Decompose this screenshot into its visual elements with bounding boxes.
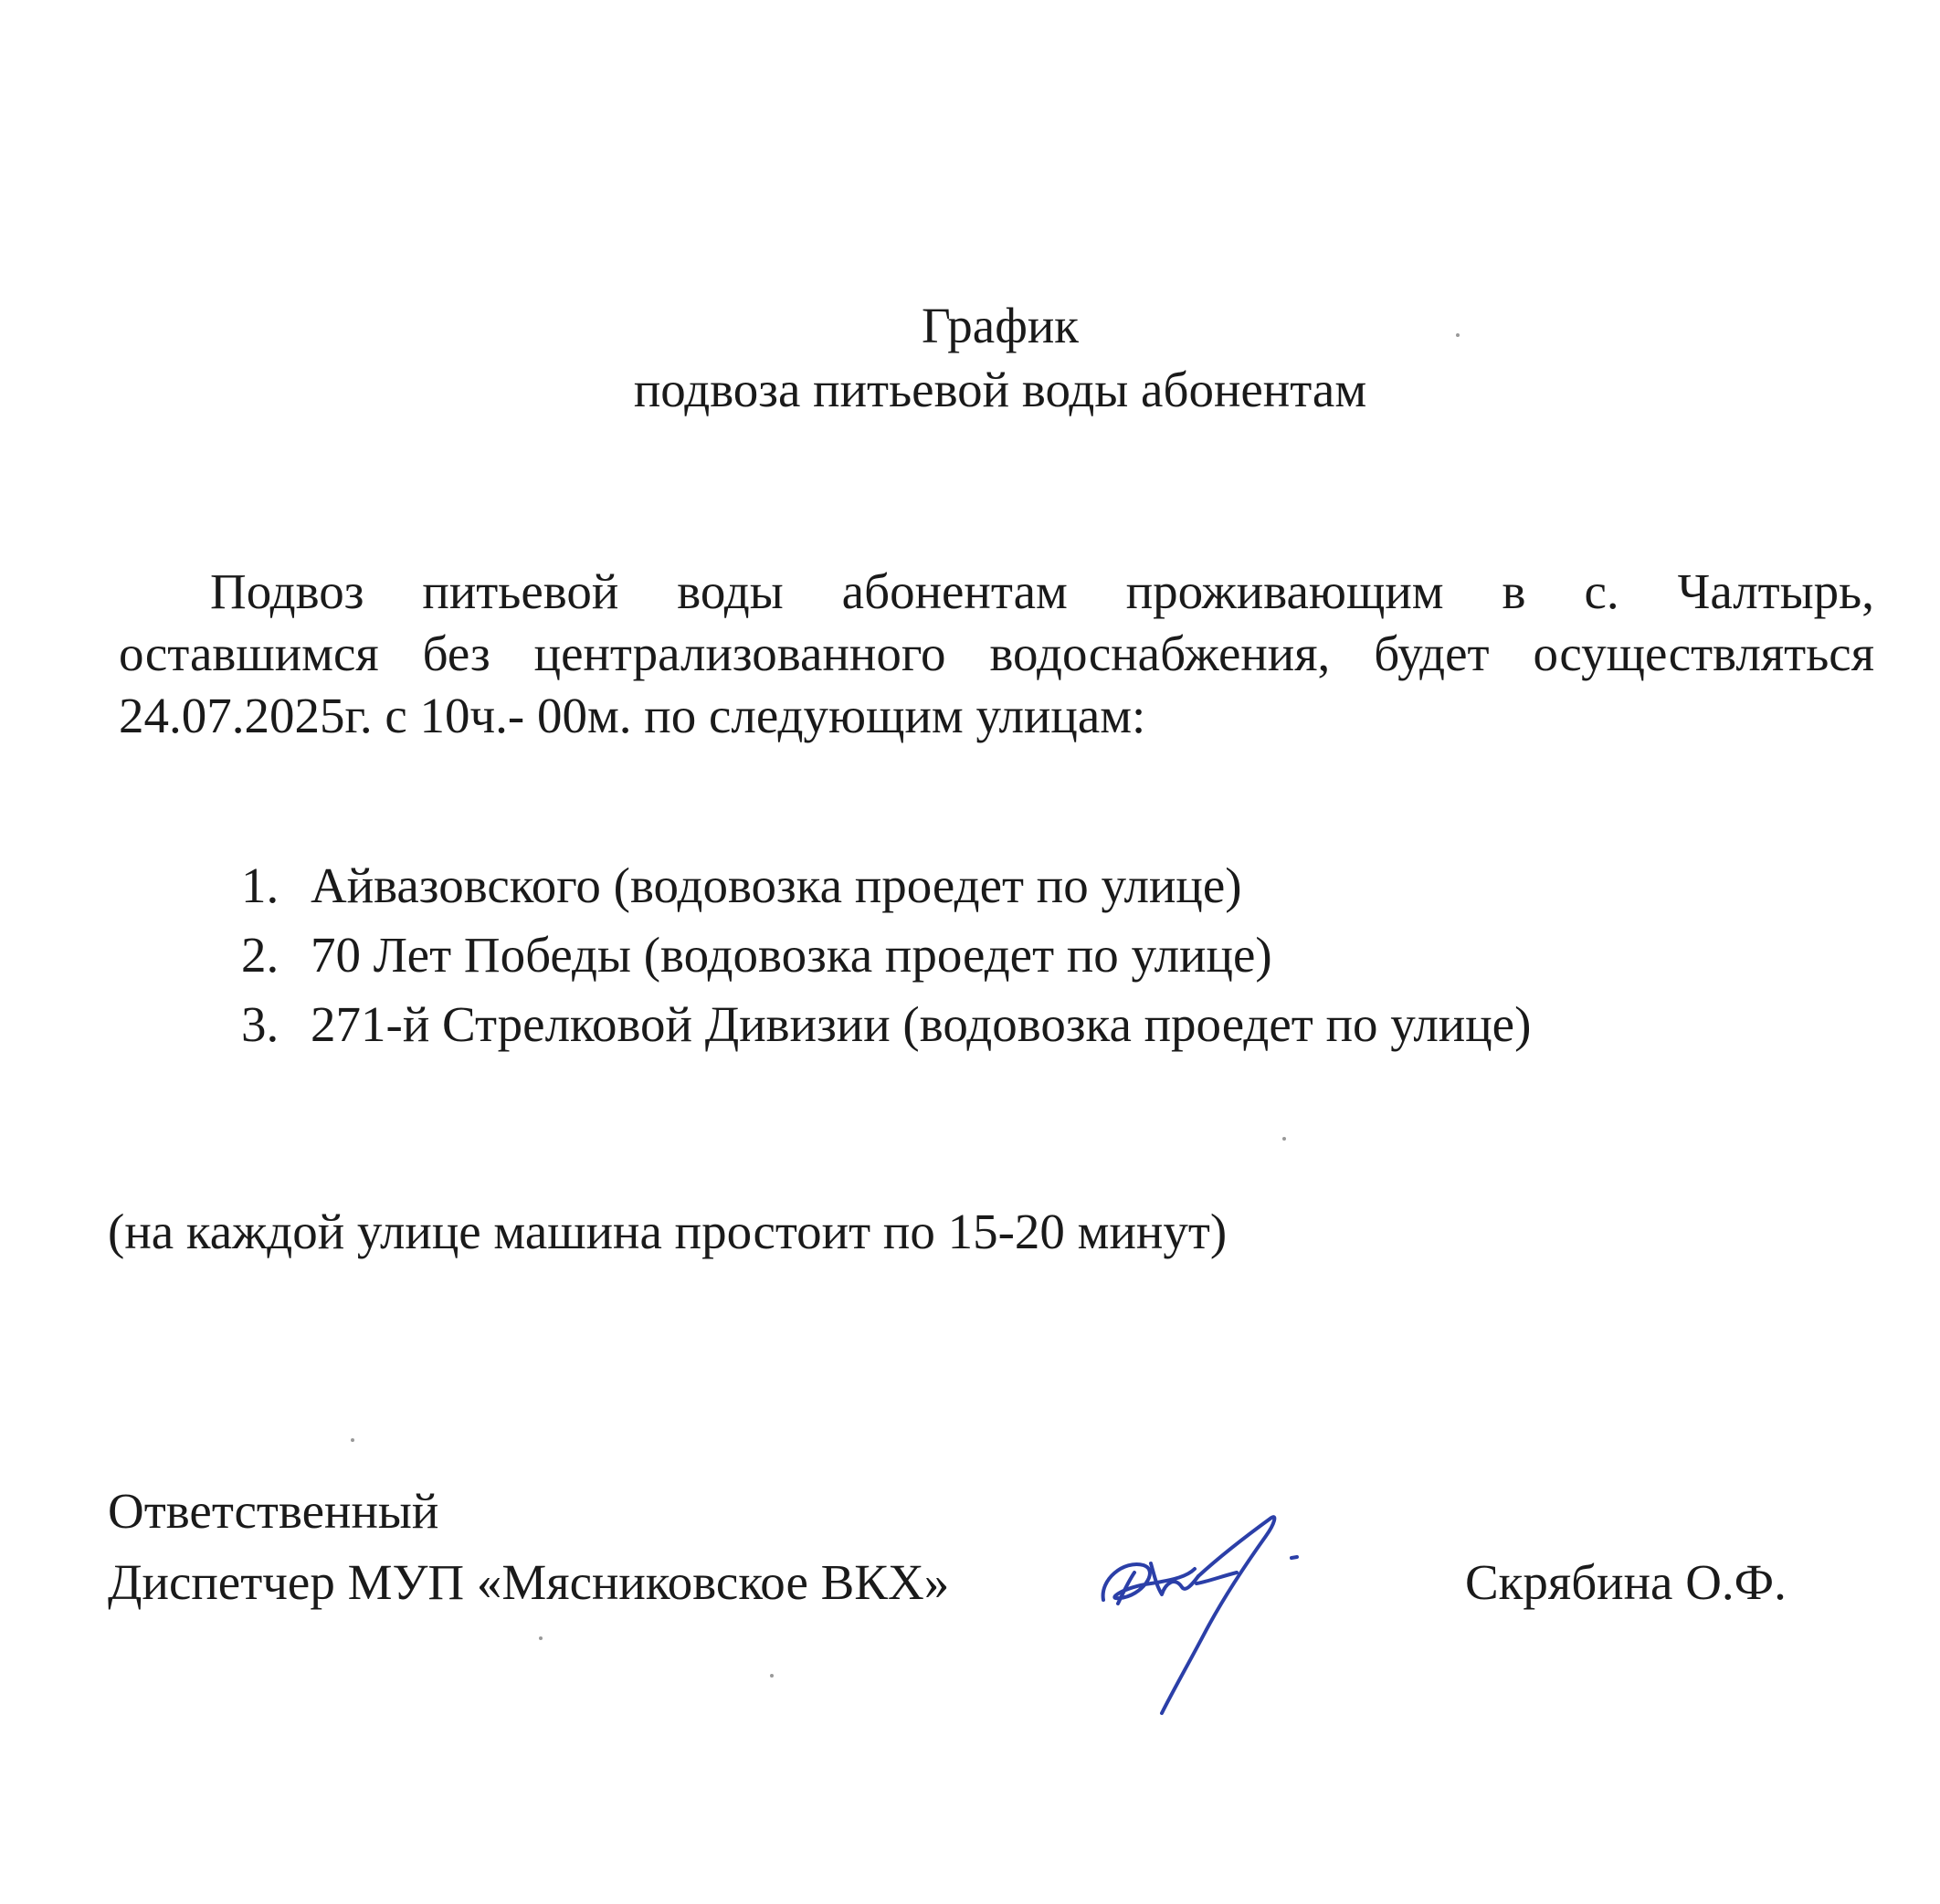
document-subtitle: подвоза питьевой воды абонентам xyxy=(633,362,1367,417)
street-number: 3. xyxy=(241,996,279,1052)
street-name: 271-й Стрелковой Дивизии (водовозка проедет по улице) xyxy=(311,996,1532,1052)
street-name: 70 Лет Победы (водовозка проедет по улице) xyxy=(311,927,1272,983)
responsible-name: Скрябина О.Ф. xyxy=(1465,1554,1787,1610)
intro-line-2: оставшимся без централизованного водоснабжения, будет осуществляться xyxy=(119,626,1874,681)
street-name: Айвазовского (водовозка проедет по улице) xyxy=(311,857,1242,913)
document-title: График xyxy=(921,298,1080,353)
street-number: 1. xyxy=(241,857,279,913)
intro-line-3: 24.07.2025г. с 10ч.- 00м. по следующим улицам: xyxy=(119,688,1146,743)
intro-paragraph xyxy=(119,561,1874,747)
scan-speck xyxy=(539,1636,543,1640)
signature-icon xyxy=(1087,1488,1324,1726)
stop-duration-note: (на каждой улице машина простоит по 15-20 минут) xyxy=(108,1204,1228,1259)
responsible-position: Диспетчер МУП «Мясниковское ВКХ» xyxy=(108,1554,950,1610)
intro-line-1: Подвоз питьевой воды абонентам проживающим в с. Чалтырь, xyxy=(210,563,1874,619)
scan-speck xyxy=(1282,1137,1286,1141)
scan-speck xyxy=(351,1438,354,1442)
street-number: 2. xyxy=(241,927,279,983)
responsible-label: Ответственный xyxy=(108,1483,439,1539)
scan-speck xyxy=(1456,333,1460,337)
scan-speck xyxy=(770,1674,774,1678)
